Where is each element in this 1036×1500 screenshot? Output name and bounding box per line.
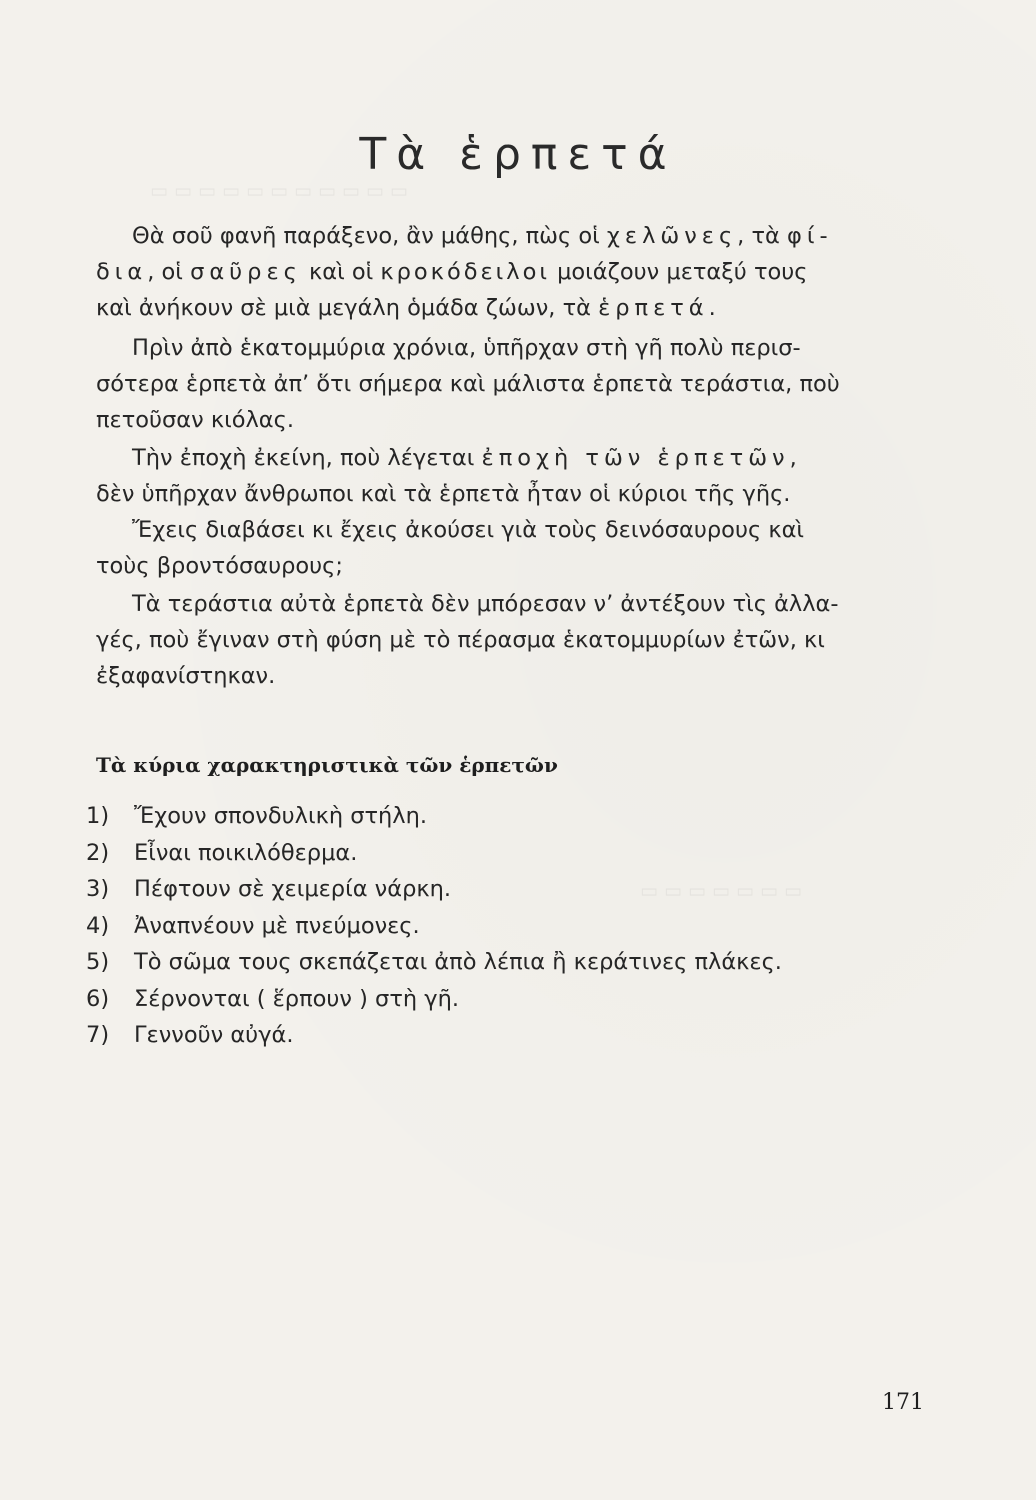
list-item-number: 5) <box>86 949 110 975</box>
text-line: Ἔχεις διαβάσει κι ἔχεις ἀκούσει γιὰ τοὺς δεινόσαυρους καὶ <box>132 517 805 543</box>
text-span: , τὰ <box>737 223 788 249</box>
characteristics-list <box>86 798 782 1054</box>
text-span: μοιάζουν μεταξύ τους <box>549 259 808 285</box>
list-item <box>86 944 782 981</box>
list-item-text: Γεννοῦν αὐγά. <box>134 1022 294 1048</box>
emphasis-text: ἐποχὴ τῶν ἑρπετῶν <box>481 445 790 471</box>
intro-paragraph <box>96 218 924 326</box>
text-span: Θὰ σοῦ φανῆ παράξενο, ἂν μάθης, πὼς οἱ <box>132 223 607 249</box>
text-line: πετοῦσαν κιόλας. <box>96 407 294 433</box>
list-item <box>86 798 782 835</box>
list-item <box>86 981 782 1018</box>
text-line: Πρὶν ἀπὸ ἑκατομμύρια χρόνια, ὑπῆρχαν στὴ γῆ πολὺ περισ- <box>132 335 801 361</box>
list-item-text: Σέρνονται ( ἕρπουν ) στὴ γῆ. <box>134 985 460 1012</box>
emphasis-text: δια <box>96 259 148 285</box>
paragraph-extinction <box>96 586 924 694</box>
page-title: Τὰ ἑρπετά <box>359 129 677 181</box>
text-line: δὲν ὑπῆρχαν ἄνθρωποι καὶ τὰ ἑρπετὰ ἦταν οἱ κύριοι τῆς γῆς. <box>96 481 791 507</box>
section-heading: Τὰ κύρια χαρακτηριστικὰ τῶν ἑρπετῶν <box>96 752 558 777</box>
list-item-text: Ἀναπνέουν μὲ πνεύμονες. <box>134 912 420 939</box>
list-item-text: Τὸ σῶμα τους σκεπάζεται ἀπὸ λέπια ἢ κεράτινες πλάκες. <box>134 949 782 975</box>
list-item-number: 1) <box>86 803 110 829</box>
list-item-number: 4) <box>86 912 110 939</box>
text-span: καὶ ἀνήκουν σὲ μιὰ μεγάλη ὁμάδα ζώων, τὰ <box>96 295 599 321</box>
text-line: τοὺς βροντόσαυρους; <box>96 553 343 579</box>
text-line: γές, ποὺ ἔγιναν στὴ φύση μὲ τὸ πέρασμα ἑκατομμυρίων ἐτῶν, κι <box>96 627 825 653</box>
text-span: , <box>789 445 797 471</box>
text-span: Τὴν ἐποχὴ ἐκείνη, ποὺ λέγεται <box>132 445 482 471</box>
text-line <box>96 254 924 290</box>
paragraph-dinosaurs <box>96 512 924 584</box>
list-item-text: Εἶναι ποικιλόθερμα. <box>134 839 358 866</box>
emphasis-text: χελῶνες <box>606 223 738 249</box>
list-item-text: Ἔχουν σπονδυλικὴ στήλη. <box>134 803 428 829</box>
text-line: ἐξαφανίστηκαν. <box>96 663 276 689</box>
paragraph-age-of-reptiles <box>96 440 924 512</box>
paragraph-past-reptiles <box>96 330 924 438</box>
page-number: 171 <box>882 1390 924 1415</box>
list-item-number: 3) <box>86 876 110 902</box>
list-item <box>86 908 782 945</box>
text-line: Τὰ τεράστια αὐτὰ ἑρπετὰ δὲν μπόρεσαν ν’ ἀντέξουν τὶς ἀλλα- <box>132 591 839 617</box>
list-item-text: Πέφτουν σὲ χειμερία νάρκη. <box>134 876 452 902</box>
list-item <box>86 835 782 872</box>
bleed-through: ▭ ▭ ▭ ▭ ▭ ▭ ▭ <box>640 880 802 902</box>
list-item <box>86 871 782 908</box>
list-item-number: 7) <box>86 1022 110 1048</box>
bleed-through: ▭ ▭ ▭ ▭ ▭ ▭ ▭ ▭ ▭ ▭ ▭ <box>150 180 408 202</box>
emphasis-text: φί- <box>787 223 833 249</box>
list-item-number: 6) <box>86 985 110 1012</box>
emphasis-text: κροκόδειλοι <box>380 259 550 285</box>
text-span: , οἱ <box>147 259 191 285</box>
list-item-number: 2) <box>86 839 110 866</box>
text-span: . <box>708 295 716 321</box>
list-item <box>86 1017 782 1054</box>
emphasis-text: ἑρπετά <box>598 295 709 321</box>
text-line <box>96 440 924 476</box>
text-line <box>96 290 924 326</box>
emphasis-text: σαῦρες <box>190 259 302 285</box>
text-line <box>96 218 924 254</box>
text-span: καὶ οἱ <box>301 259 381 285</box>
text-line: σότερα ἑρπετὰ ἀπ’ ὅτι σήμερα καὶ μάλιστα ἑρπετὰ τεράστια, ποὺ <box>96 371 840 397</box>
